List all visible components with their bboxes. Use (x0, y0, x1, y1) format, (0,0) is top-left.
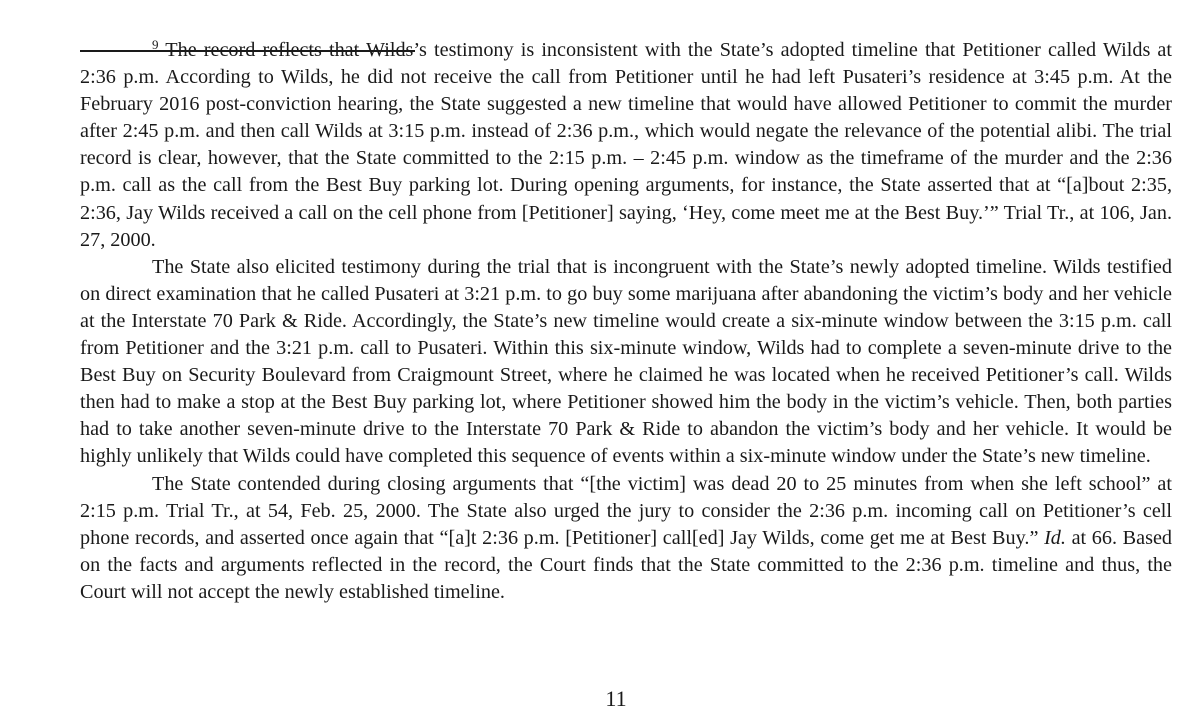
page-number: 11 (605, 686, 627, 711)
footnote-marker: 9 (152, 37, 159, 52)
footnote-paragraph (80, 37, 1172, 254)
paragraph-closing-part2: at 66. Based on the facts and arguments reflected in the record, the Court finds that the State committed to the 2:36 p.m. timeline and thus, the Court will not accept the newly established timeline. (80, 526, 1172, 603)
citation-id: Id. (1044, 526, 1066, 549)
footnote-text: The record reflects that Wilds’s testimony is inconsistent with the State’s adopted timeline that Petitioner called Wilds at 2:36 p.m. According to Wilds, he did not receive the call from Petitioner until he had left Pusateri’s residence at 3:45 p.m. At the February 2016 post-conviction hearing, the State suggested a new timeline that would have allowed Petitioner to commit the murder after 2:45 p.m. and then call Wilds at 3:15 p.m. instead of 2:36 p.m., which would negate the relevance of the potential alibi. The trial record is clear, however, that the State committed to the 2:15 p.m. – 2:45 p.m. window as the timeframe of the murder and the 2:36 p.m. call as the call from the Best Buy parking lot. During opening arguments, for instance, the State asserted that at “[a]bout 2:35, 2:36, Jay Wilds received a call on the cell phone from [Petitioner] saying, ‘Hey, come meet me at the Best Buy.’” Trial Tr., at 106, Jan. 27, 2000. (80, 39, 1172, 251)
paragraph-timeline-testimony: The State also elicited testimony during the trial that is incongruent with the State’s newly adopted timeline. Wilds testified on direct examination that he called Pusateri at 3:21 p.m. to go buy some marijuana after abandoning the victim’s body and her vehicle at the Interstate 70 Park & Ride. Accordingly, the State’s new timeline would create a six-minute window between the 3:15 p.m. call from Petitioner and the 3:21 p.m. call to Pusateri. Within this six-minute window, Wilds had to complete a seven-minute drive to the Best Buy on Security Boulevard from Craigmount Street, where he claimed he was located when he received Petitioner’s call. Wilds then had to make a stop at the Best Buy parking lot, where Petitioner showed him the body in the victim’s vehicle. Then, both parties had to take another seven-minute drive to the Interstate 70 Park & Ride to abandon the victim’s body and her vehicle. It would be highly unlikely that Wilds could have completed this sequence of events within a six-minute window under the State’s new timeline. (80, 255, 1172, 468)
body-text (80, 37, 1172, 606)
paragraph-closing-part1: The State contended during closing arguments that “[the victim] was dead 20 to 25 minutes from when she left school” at 2:15 p.m. Trial Tr., at 54, Feb. 25, 2000. The State also urged the jury to consider the 2:36 p.m. incoming call on Petitioner’s cell phone records, and asserted once again that “[a]t 2:36 p.m. [Petitioner] call[ed] Jay Wilds, come get me at Best Buy.” (80, 472, 1172, 549)
paragraph-closing-arguments (80, 471, 1172, 606)
